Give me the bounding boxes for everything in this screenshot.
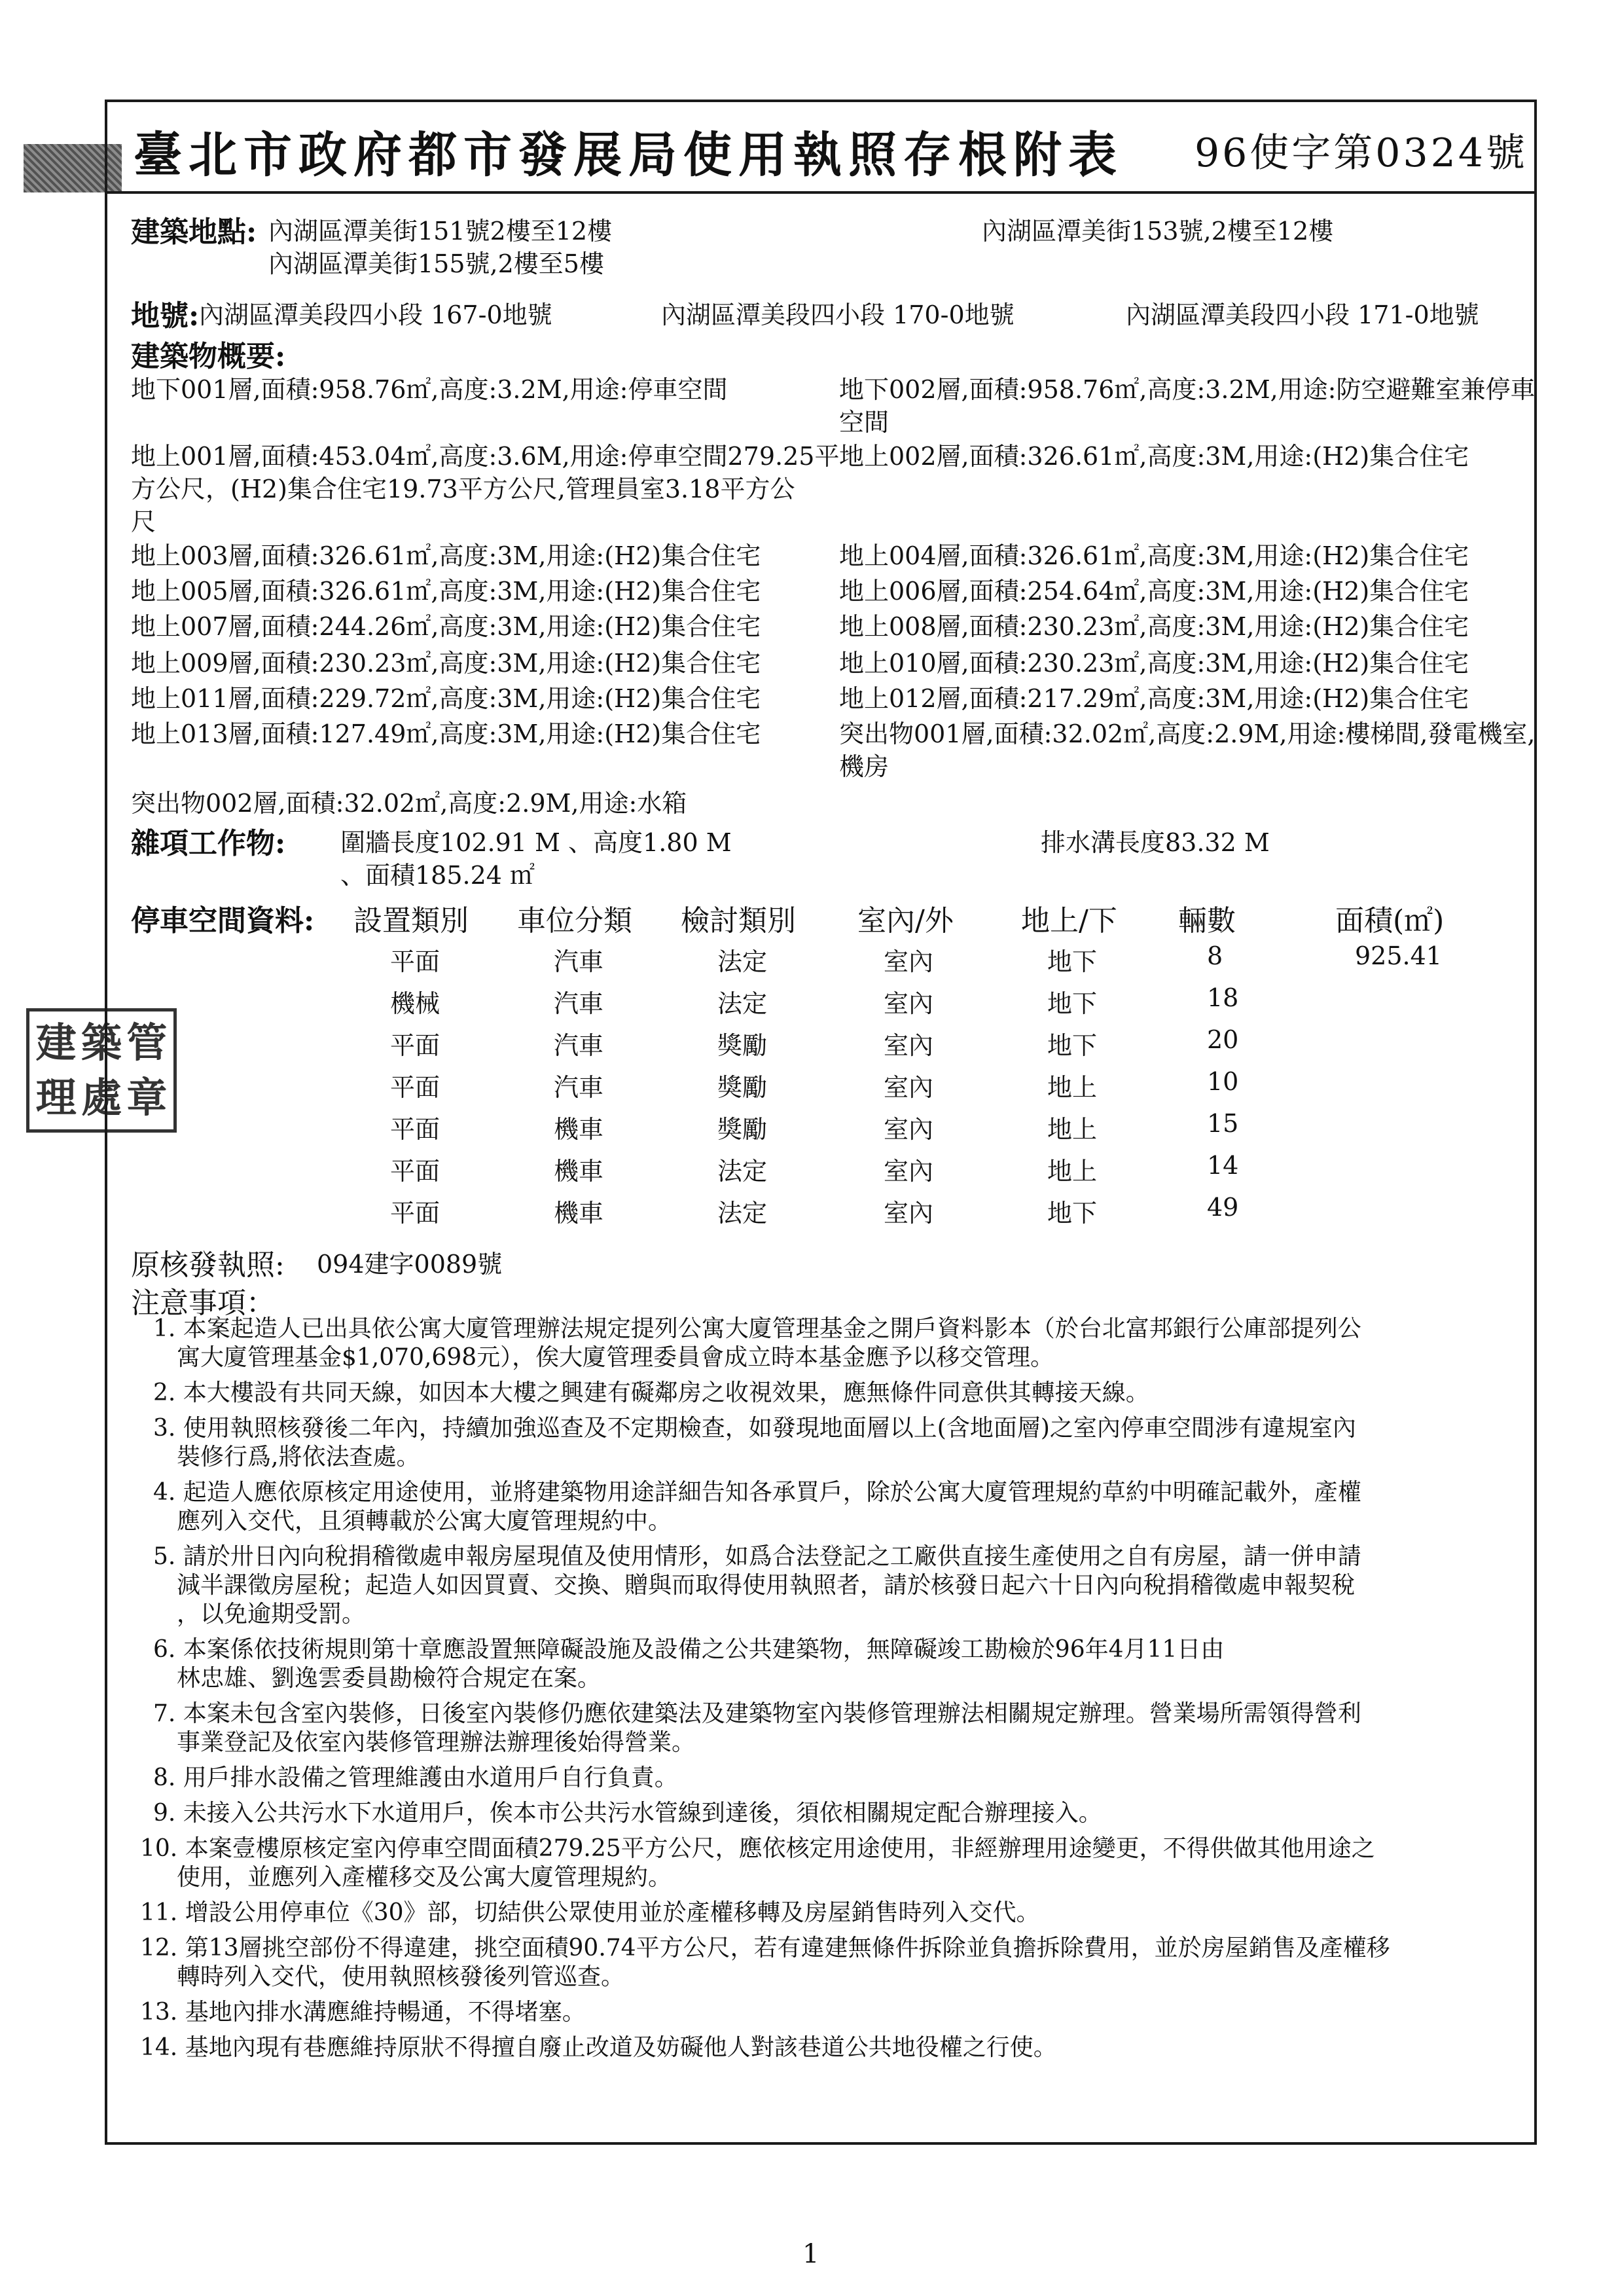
parking-cell: 15 bbox=[1207, 1109, 1239, 1138]
seal-char: 處 bbox=[81, 1074, 122, 1121]
parking-header-review: 檢討類別 bbox=[681, 904, 796, 938]
parking-cell: 地上 bbox=[1047, 1115, 1098, 1144]
lot-label: 地號: bbox=[131, 299, 200, 333]
note-item-cont: 使用，並應列入產權移交及公寓大廈管理規約。 bbox=[177, 1864, 672, 1891]
parking-cell: 平面 bbox=[390, 947, 440, 976]
parking-cell: 法定 bbox=[717, 947, 768, 976]
parking-header-indoor: 室內/外 bbox=[857, 904, 954, 938]
parking-cell: 機車 bbox=[554, 1157, 604, 1186]
parking-cell: 平面 bbox=[390, 1073, 440, 1102]
floor-3: 地上003層,面積:326.61㎡,高度:3M,用途:(H2)集合住宅 bbox=[131, 541, 761, 570]
seal-char: 管 bbox=[126, 1019, 168, 1066]
parking-cell: 49 bbox=[1207, 1193, 1239, 1222]
parking-cell: 汽車 bbox=[554, 947, 604, 976]
note-item: 11. 增設公用停車位《30》部，切結供公眾使用並於產權移轉及房屋銷售時列入交代。 bbox=[140, 1899, 1040, 1926]
parking-cell: 14 bbox=[1207, 1151, 1239, 1180]
floor-4: 地上004層,面積:326.61㎡,高度:3M,用途:(H2)集合住宅 bbox=[839, 541, 1469, 570]
parking-cell: 地下 bbox=[1047, 947, 1098, 976]
parking-cell: 獎勵 bbox=[717, 1073, 768, 1102]
floor-6: 地上006層,面積:254.64㎡,高度:3M,用途:(H2)集合住宅 bbox=[839, 577, 1469, 606]
parking-cell: 室內 bbox=[884, 1199, 934, 1228]
overview-label: 建築物概要: bbox=[131, 340, 286, 373]
note-item: 5. 請於卅日內向稅捐稽徵處申報房屋現值及使用情形，如爲合法登記之工廠供直接生產使用之自有房屋，請一併申請 bbox=[153, 1543, 1361, 1570]
note-item-cont: 轉時列入交代，使用執照核發後列管巡查。 bbox=[177, 1963, 625, 1990]
page-number: 1 bbox=[802, 2239, 819, 2269]
misc-works-label: 雜項工作物: bbox=[131, 827, 286, 860]
parking-label: 停車空間資料: bbox=[131, 904, 315, 938]
notes-label: 注意事項： bbox=[131, 1286, 275, 1320]
parking-header-vehicle: 車位分類 bbox=[517, 904, 632, 938]
parking-cell: 地上 bbox=[1047, 1073, 1098, 1102]
parking-cell: 機車 bbox=[554, 1199, 604, 1228]
parking-cell: 法定 bbox=[717, 989, 768, 1018]
parking-header-type: 設置類別 bbox=[353, 904, 469, 938]
parking-cell: 汽車 bbox=[554, 1073, 604, 1102]
parking-header-area: 面積(㎡) bbox=[1335, 904, 1445, 938]
parking-cell: 獎勵 bbox=[717, 1031, 768, 1060]
parking-cell: 平面 bbox=[390, 1031, 440, 1060]
note-item: 4. 起造人應依原核定用途使用，並將建築物用途詳細告知各承買戶，除於公寓大廈管理規約草約中明確記載外，產權 bbox=[153, 1479, 1361, 1506]
note-item-cont: 事業登記及依室內裝修管理辦法辦理後始得營業。 bbox=[177, 1729, 696, 1756]
wall-area: 、面積185.24 ㎡ bbox=[340, 861, 535, 890]
note-item: 9. 未接入公共污水下水道用戶，俟本市公共污水管線到達後，須依相關規定配合辦理接入。 bbox=[153, 1800, 1102, 1827]
note-item: 2. 本大樓設有共同天線，如因本大樓之興建有礙鄰房之收視效果，應無條件同意供其轉接天線。 bbox=[153, 1379, 1149, 1406]
lot-number-2: 內湖區潭美段四小段 170-0地號 bbox=[661, 301, 1015, 329]
wall-length: 圍牆長度102.91 M 、高度1.80 M bbox=[340, 828, 732, 857]
parking-cell: 地下 bbox=[1047, 1031, 1098, 1060]
original-permit-value: 094建字0089號 bbox=[317, 1250, 503, 1279]
original-permit-label: 原核發執照: bbox=[131, 1248, 285, 1282]
note-item: 3. 使用執照核發後二年內，持續加強巡查及不定期檢查，如發現地面層以上(含地面層)之室內停車空間涉有違規室內 bbox=[153, 1415, 1356, 1442]
floor-7: 地上007層,面積:244.26㎡,高度:3M,用途:(H2)集合住宅 bbox=[131, 612, 761, 641]
floor-5: 地上005層,面積:326.61㎡,高度:3M,用途:(H2)集合住宅 bbox=[131, 577, 761, 606]
parking-cell: 機車 bbox=[554, 1115, 604, 1144]
parking-cell: 室內 bbox=[884, 947, 934, 976]
floor-11: 地上011層,面積:229.72㎡,高度:3M,用途:(H2)集合住宅 bbox=[131, 684, 761, 713]
address-line-2: 內湖區潭美街153號,2樓至12樓 bbox=[982, 217, 1334, 246]
floor-1: 地上001層,面積:453.04㎡,高度:3.6M,用途:停車空間279.25平 bbox=[131, 442, 840, 471]
note-item: 13. 基地內排水溝應維持暢通，不得堵塞。 bbox=[140, 1999, 586, 2026]
parking-cell: 地上 bbox=[1047, 1157, 1098, 1186]
parking-cell: 獎勵 bbox=[717, 1115, 768, 1144]
floor-1-cont2: 尺 bbox=[131, 507, 156, 536]
roof-1: 突出物001層,面積:32.02㎡,高度:2.9M,用途:樓梯間,發電機室, bbox=[839, 720, 1536, 748]
parking-cell: 平面 bbox=[390, 1115, 440, 1144]
seal-char: 建 bbox=[35, 1019, 77, 1066]
parking-cell: 室內 bbox=[884, 1157, 934, 1186]
parking-cell: 機械 bbox=[390, 989, 440, 1018]
floor-13: 地上013層,面積:127.49㎡,高度:3M,用途:(H2)集合住宅 bbox=[131, 720, 761, 748]
note-item-cont: 應列入交代，且須轉載於公寓大廈管理規約中。 bbox=[177, 1508, 672, 1535]
header bbox=[107, 102, 1534, 194]
floor-1-cont: 方公尺，(H2)集合住宅19.73平方公尺,管理員室3.18平方公 bbox=[131, 475, 795, 503]
parking-cell: 平面 bbox=[390, 1157, 440, 1186]
note-item: 6. 本案係依技術規則第十章應設置無障礙設施及設備之公共建築物，無障礙竣工勘檢於96年4月11日由 bbox=[153, 1636, 1225, 1663]
note-item-cont: 裝修行爲,將依法查處。 bbox=[177, 1444, 420, 1470]
roof-2: 突出物002層,面積:32.02㎡,高度:2.9M,用途:水箱 bbox=[131, 789, 687, 818]
note-item: 14. 基地內現有巷應維持原狀不得擅自廢止改道及妨礙他人對該巷道公共地役權之行使。 bbox=[140, 2034, 1057, 2061]
note-item-cont: 林忠雄、劉逸雲委員勘檢符合規定在案。 bbox=[177, 1665, 602, 1692]
address-line-3: 內湖區潭美街155號,2樓至5樓 bbox=[268, 249, 604, 278]
note-item: 8. 用戶排水設備之管理維護由水道用戶自行負責。 bbox=[153, 1764, 678, 1791]
floor-2: 地上002層,面積:326.61㎡,高度:3M,用途:(H2)集合住宅 bbox=[839, 442, 1469, 471]
floor-12: 地上012層,面積:217.29㎡,高度:3M,用途:(H2)集合住宅 bbox=[839, 684, 1469, 713]
parking-cell: 室內 bbox=[884, 1031, 934, 1060]
parking-cell: 20 bbox=[1207, 1025, 1239, 1054]
parking-cell: 18 bbox=[1207, 983, 1239, 1012]
note-item-cont: 寓大廈管理基金$1,070,698元），俟大廈管理委員會成立時本基金應予以移交管理。 bbox=[177, 1344, 1054, 1371]
parking-cell: 法定 bbox=[717, 1157, 768, 1186]
note-item-cont: ，以免逾期受罰。 bbox=[177, 1601, 366, 1628]
page-title: 臺北市政府都市發展局使用執照存根附表 bbox=[134, 127, 1123, 183]
parking-cell: 室內 bbox=[884, 1073, 934, 1102]
parking-header-level: 地上/下 bbox=[1021, 904, 1117, 938]
parking-cell: 8 bbox=[1207, 941, 1223, 970]
parking-cell: 地下 bbox=[1047, 989, 1098, 1018]
drain-length: 排水溝長度83.32 M bbox=[1041, 828, 1270, 857]
floor-8: 地上008層,面積:230.23㎡,高度:3M,用途:(H2)集合住宅 bbox=[839, 612, 1469, 641]
seal-char: 築 bbox=[81, 1019, 122, 1066]
lot-number-3: 內湖區潭美段四小段 171-0地號 bbox=[1126, 301, 1479, 329]
floor-b1: 地下001層,面積:958.76㎡,高度:3.2M,用途:停車空間 bbox=[131, 375, 728, 404]
floor-b2-cont: 空間 bbox=[839, 408, 890, 437]
note-item: 1. 本案起造人已出具依公寓大廈管理辦法規定提列公寓大廈管理基金之開戶資料影本（於台北富邦銀行公庫部提列公 bbox=[153, 1315, 1361, 1342]
parking-cell: 室內 bbox=[884, 1115, 934, 1144]
parking-cell: 10 bbox=[1207, 1067, 1239, 1096]
note-item-cont: 減半課徵房屋稅；起造人如因買賣、交換、贈與而取得使用執照者，請於核發日起六十日內向稅捐稽徵處申報契稅 bbox=[177, 1572, 1356, 1599]
parking-header-count: 輛數 bbox=[1178, 904, 1236, 938]
note-item: 12. 第13層挑空部份不得違建，挑空面積90.74平方公尺，若有違建無條件拆除並負擔拆除費用，並於房屋銷售及產權移 bbox=[140, 1935, 1390, 1961]
address-line-1: 內湖區潭美街151號2樓至12樓 bbox=[268, 217, 613, 246]
seal-char: 章 bbox=[126, 1074, 168, 1121]
parking-cell: 室內 bbox=[884, 989, 934, 1018]
floor-b2: 地下002層,面積:958.76㎡,高度:3.2M,用途:防空避難室兼停車 bbox=[839, 375, 1536, 404]
parking-cell: 925.41 bbox=[1355, 941, 1442, 970]
floor-9: 地上009層,面積:230.23㎡,高度:3M,用途:(H2)集合住宅 bbox=[131, 649, 761, 678]
parking-cell: 平面 bbox=[390, 1199, 440, 1228]
parking-cell: 地下 bbox=[1047, 1199, 1098, 1228]
parking-cell: 法定 bbox=[717, 1199, 768, 1228]
roof-1-cont: 機房 bbox=[839, 752, 890, 781]
floor-10: 地上010層,面積:230.23㎡,高度:3M,用途:(H2)集合住宅 bbox=[839, 649, 1469, 678]
parking-cell: 汽車 bbox=[554, 989, 604, 1018]
lot-number-1: 內湖區潭美段四小段 167-0地號 bbox=[199, 301, 552, 329]
seal-char: 理 bbox=[35, 1074, 77, 1121]
note-item: 7. 本案未包含室內裝修，日後室內裝修仍應依建築法及建築物室內裝修管理辦法相關規定辦理。營業場所需領得營利 bbox=[153, 1700, 1361, 1727]
permit-number: 96使字第0324號 bbox=[1194, 130, 1528, 176]
note-item: 10. 本案壹樓原核定室內停車空間面積279.25平方公尺，應依核定用途使用，非經辦理用途變更，不得供做其他用途之 bbox=[140, 1835, 1375, 1862]
address-label: 建築地點: bbox=[131, 215, 257, 249]
parking-cell: 汽車 bbox=[554, 1031, 604, 1060]
